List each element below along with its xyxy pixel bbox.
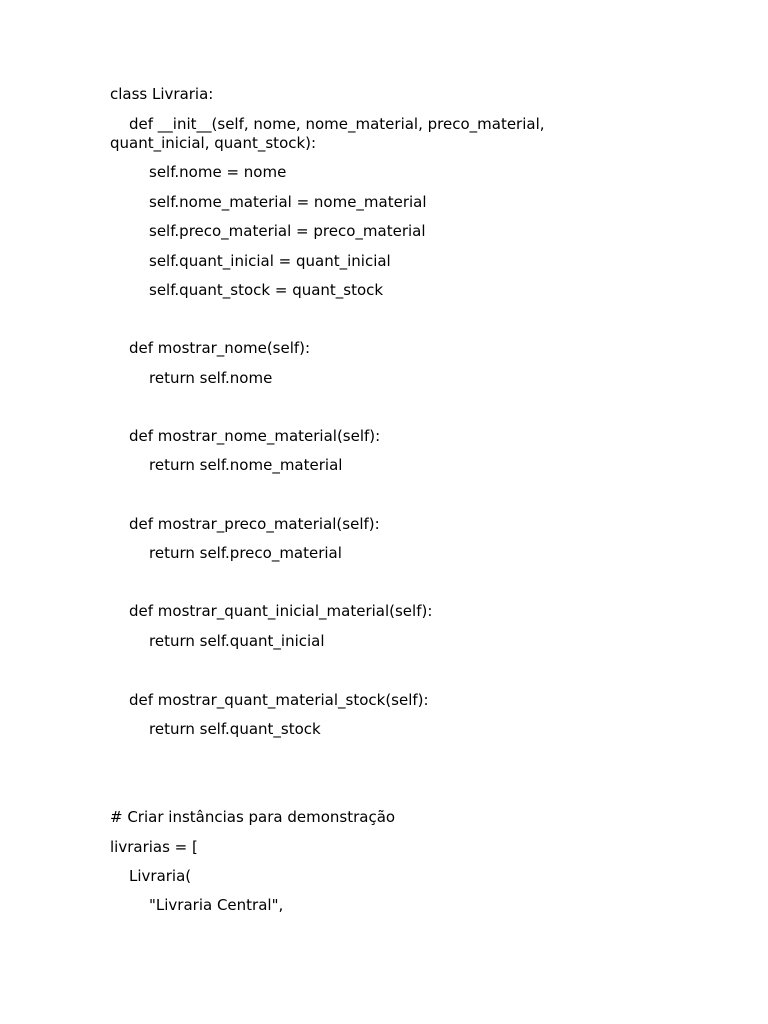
code-line-return-nome-material: return self.nome_material bbox=[149, 456, 343, 474]
code-line-def-mostrar-quant-stock: def mostrar_quant_material_stock(self): bbox=[129, 691, 429, 709]
code-line-def-mostrar-nome: def mostrar_nome(self): bbox=[129, 339, 311, 357]
code-line-return-nome: return self.nome bbox=[149, 369, 273, 387]
code-line-init-def-wrap: quant_inicial, quant_stock): bbox=[110, 134, 317, 152]
code-line-string-arg: "Livraria Central", bbox=[149, 896, 284, 914]
code-line-init-def: def __init__(self, nome, nome_material, preco_material, bbox=[129, 115, 545, 133]
code-line-livrarias-list: livrarias = [ bbox=[110, 838, 198, 856]
code-line-def-mostrar-nome-material: def mostrar_nome_material(self): bbox=[129, 427, 381, 445]
code-line-return-preco-material: return self.preco_material bbox=[149, 544, 342, 562]
code-line-return-quant-inicial: return self.quant_inicial bbox=[149, 632, 325, 650]
code-line-return-quant-stock: return self.quant_stock bbox=[149, 720, 321, 738]
code-line-assign-quant-stock: self.quant_stock = quant_stock bbox=[149, 281, 384, 299]
code-line-assign-nome-material: self.nome_material = nome_material bbox=[149, 193, 427, 211]
code-line-def-mostrar-quant-inicial: def mostrar_quant_inicial_material(self): bbox=[129, 602, 433, 620]
code-comment-line: # Criar instâncias para demonstração bbox=[110, 808, 396, 826]
code-line-assign-quant-inicial: self.quant_inicial = quant_inicial bbox=[149, 252, 391, 270]
code-line-class-def: class Livraria: bbox=[110, 85, 214, 103]
code-line-assign-preco-material: self.preco_material = preco_material bbox=[149, 222, 426, 240]
code-line-assign-nome: self.nome = nome bbox=[149, 163, 287, 181]
code-line-livraria-call: Livraria( bbox=[129, 867, 192, 885]
code-line-def-mostrar-preco-material: def mostrar_preco_material(self): bbox=[129, 515, 380, 533]
